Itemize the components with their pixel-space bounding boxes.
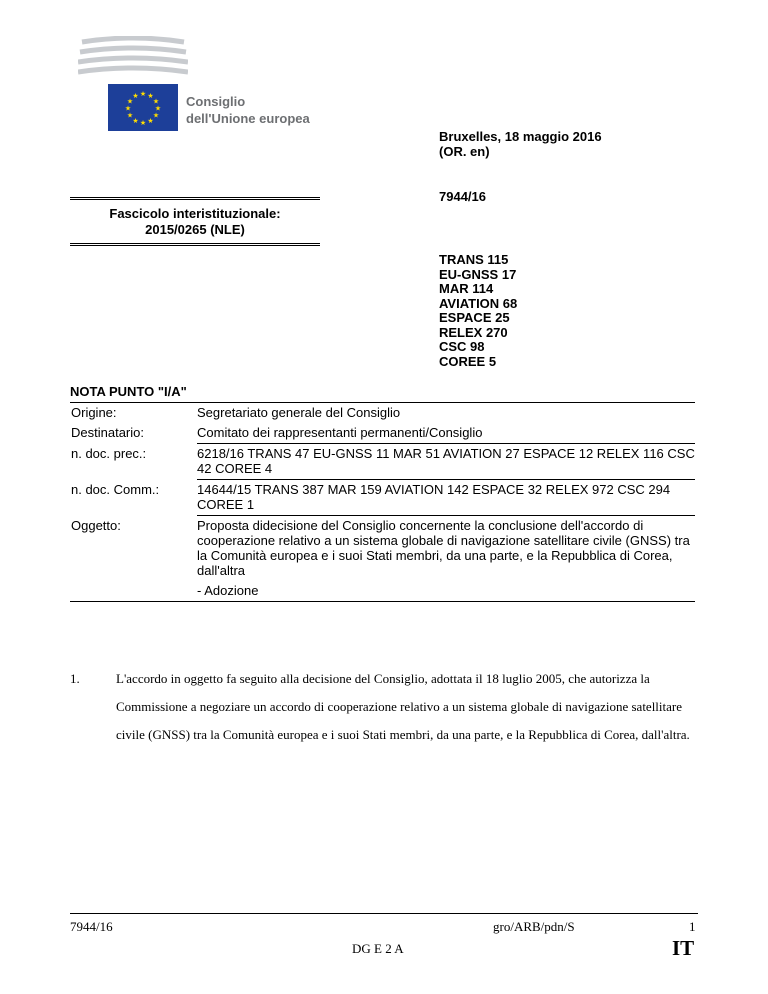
prev-doc-label: n. doc. prec.:	[71, 445, 147, 461]
table-row	[70, 444, 695, 480]
svg-text:★: ★	[139, 90, 147, 98]
svg-text:★: ★	[147, 117, 154, 125]
eu-flag-icon	[108, 84, 178, 131]
footer-page-number: 1	[689, 919, 696, 934]
code-item: MAR 114	[439, 281, 494, 296]
note-title: NOTA PUNTO "I/A"	[70, 384, 187, 399]
table-row	[70, 403, 695, 424]
table-row	[70, 516, 695, 582]
svg-text:★: ★	[147, 92, 154, 100]
code-item: EU-GNSS 17	[439, 266, 517, 282]
prev-doc-value: 6218/16 TRANS 47 EU-GNSS 11 MAR 51 AVIATION 27 ESPACE 12 RELEX 116 CSC 42 COREE 4	[197, 444, 695, 480]
comm-doc-value: 14644/15 TRANS 387 MAR 159 AVIATION 142 ESPACE 32 RELEX 972 CSC 294 COREE 1	[197, 480, 695, 516]
classification-codes	[439, 253, 517, 369]
table-row	[70, 423, 695, 444]
interinstitutional-number: 2015/0265 (NLE)	[145, 222, 245, 237]
origin-label: Origine:	[70, 403, 197, 424]
footer-language: IT	[672, 936, 695, 960]
original-language: (OR. en)	[439, 144, 490, 159]
document-number: 7944/16	[439, 189, 486, 204]
origin-value: Segretariato generale del Consiglio	[197, 403, 695, 424]
interinstitutional-label: Fascicolo interistituzionale:	[109, 206, 281, 221]
svg-text:★: ★	[132, 92, 139, 100]
subject-value: Proposta didecisione del Consiglio concernente la conclusione dell'accordo di cooperazione relativo a un sistema globale di navigazione satellitare civile (GNSS) tra la Comunità europea e i suoi Stati membri, da una parte, e la Repubblica di Corea, dall'altra	[197, 518, 690, 578]
place-date: Bruxelles, 18 maggio 2016	[439, 129, 602, 144]
recipient-value: Comitato dei rappresentanti permanenti/Consiglio	[197, 423, 695, 444]
svg-text:★: ★	[154, 104, 162, 113]
svg-text:★: ★	[124, 104, 132, 113]
table-row	[70, 480, 695, 516]
paragraph-text: L'accordo in oggetto fa seguito alla decisione del Consiglio, adottata il 18 luglio 2005, che autorizza la Commissione a negoziare un accordo di cooperazione relativo a un sistema globale di navigazione satellitare civile (GNSS) tra la Comunità europea e i suoi Stati membri, da una parte, e la Repubblica di Corea, dall'altra.	[116, 671, 690, 742]
org-name-line2: dell'Unione europea	[186, 111, 310, 126]
code-item: COREE 5	[439, 353, 497, 369]
footer-divider	[70, 913, 698, 914]
svg-text:★: ★	[126, 97, 134, 106]
svg-text:★: ★	[126, 111, 134, 120]
organization-name	[186, 93, 310, 127]
table-row	[70, 581, 695, 602]
footer-directorate: DG E 2 A	[352, 941, 404, 956]
subject-sub: - Adozione	[197, 581, 695, 602]
code-item: AVIATION 68	[439, 295, 518, 311]
building-arcs-icon	[78, 36, 188, 86]
subject-label: Oggetto:	[71, 517, 121, 533]
code-item: TRANS 115	[439, 252, 509, 267]
metadata-table	[70, 402, 695, 602]
footer-doc-number: 7944/16	[70, 919, 113, 934]
interinstitutional-file-box	[70, 197, 320, 246]
paragraph-number: 1.	[70, 671, 80, 686]
svg-text:★: ★	[139, 119, 147, 127]
comm-doc-label: n. doc. Comm.:	[71, 481, 160, 497]
footer-reference: gro/ARB/pdn/S	[493, 919, 575, 934]
svg-text:★: ★	[152, 97, 160, 106]
council-logo	[78, 36, 338, 126]
svg-text:★: ★	[152, 111, 160, 120]
svg-text:★: ★	[132, 117, 139, 125]
code-item: ESPACE 25	[439, 310, 510, 325]
recipient-label: Destinatario:	[71, 425, 144, 440]
code-item: CSC 98	[439, 339, 485, 354]
code-item: RELEX 270	[439, 324, 508, 340]
org-name-line1: Consiglio	[186, 94, 246, 109]
